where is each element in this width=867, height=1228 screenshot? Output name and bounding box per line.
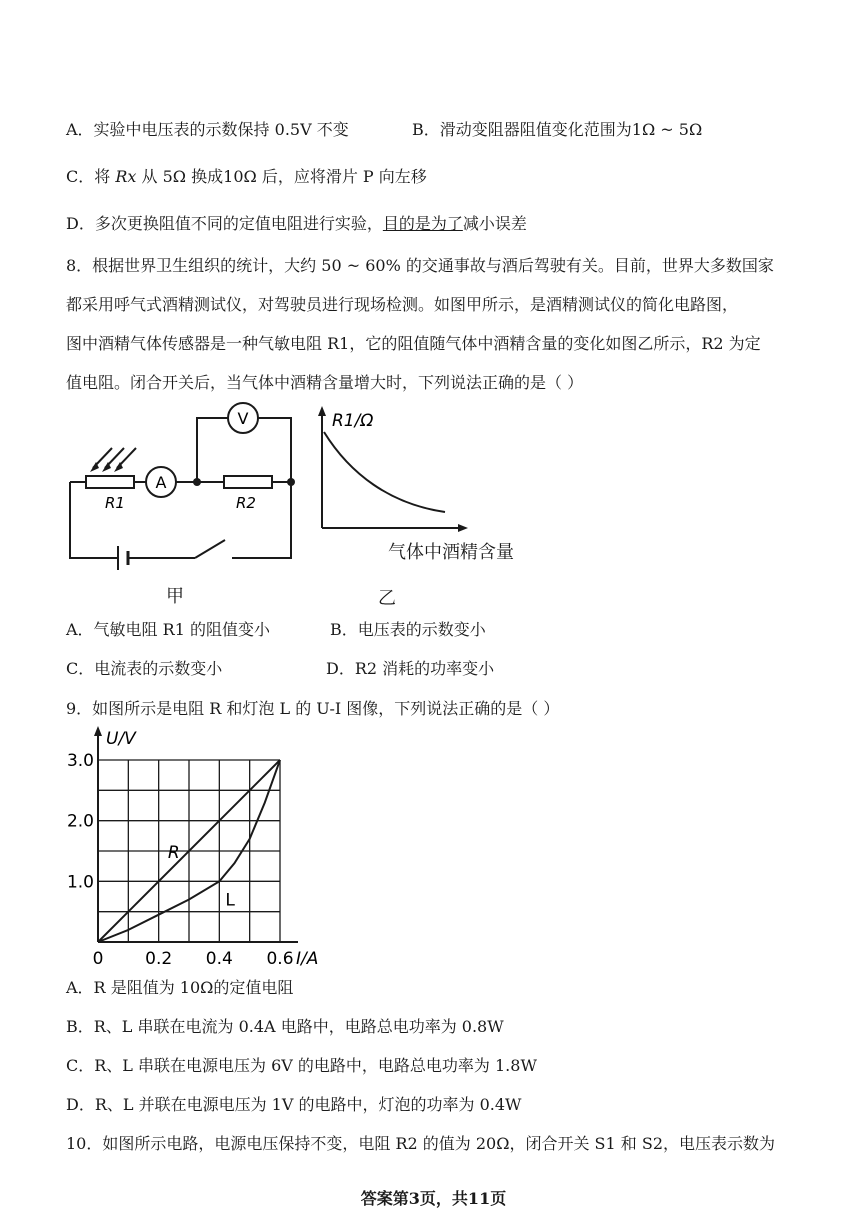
- q8-resistance-graph: [310, 404, 560, 554]
- q8-circuit-diagram: [60, 400, 310, 578]
- q9-stem: 9．如图所示是电阻 R 和灯泡 L 的 U-I 图像，下列说法正确的是（ ）: [66, 699, 560, 718]
- q7-option-d: [66, 211, 527, 234]
- q8-stem-line-3: 图中酒精气体传感器是一种气敏电阻 R1，它的阻值随气体中酒精含量的变化如图乙所示，R2 为定: [66, 334, 761, 353]
- series-label-L: L: [225, 890, 235, 911]
- q9-option-a: A．R 是阻值为 10Ω的定值电阻: [66, 978, 294, 997]
- ammeter-label: A: [155, 473, 167, 492]
- q8-stem-line-4: 值电阻。闭合开关后，当气体中酒精含量增大时，下列说法正确的是（ ）: [66, 373, 584, 392]
- chart-y-tick-label: 1.0: [66, 872, 94, 893]
- r2-resistor: [224, 476, 272, 488]
- chart-x-tick-label: 0.6: [266, 949, 294, 969]
- page-footer: 答案第3页，共11页: [360, 1189, 507, 1208]
- q7-option-c: [66, 164, 427, 187]
- q7-option-c-post: 从 5Ω 换成10Ω 后，应将滑片 P 向左移: [141, 167, 427, 186]
- graph-caption: 乙: [378, 588, 396, 609]
- q7-option-c-var: Rx: [115, 167, 137, 186]
- r1-label: R1: [105, 494, 125, 512]
- r1-curve: [324, 432, 445, 512]
- q9-ui-chart: [60, 724, 350, 974]
- junction-dot-right: [287, 478, 295, 486]
- r1-resistor: [86, 476, 134, 488]
- chart-y-arrow: [94, 726, 102, 736]
- q8-option-a: A．气敏电阻 R1 的阻值变小: [66, 620, 270, 639]
- q7-option-b: B．滑动变阻器阻值变化范围为1Ω ~ 5Ω: [412, 120, 703, 139]
- q7-option-a: A．实验中电压表的示数保持 0.5V 不变: [66, 120, 349, 139]
- q9-option-c: C．R、L 串联在电源电压为 6V 的电路中，电路总电功率为 1.8W: [66, 1056, 537, 1075]
- q8-stem-line-2: 都采用呼气式酒精测试仪，对驾驶员进行现场检测。如图甲所示，是酒精测试仪的简化电路图，: [66, 295, 739, 314]
- q7-option-d-pre: D．多次更换阻值不同的定值电阻进行实验，: [66, 214, 383, 233]
- circuit-caption: 甲: [166, 586, 184, 607]
- voltmeter-label: V: [237, 409, 249, 428]
- chart-y-tick-label: 2.0: [66, 811, 94, 832]
- chart-x-tick-label: 0.2: [145, 949, 173, 969]
- q8-option-c: C．电流表的示数变小: [66, 659, 223, 678]
- graph-x-label: 气体中酒精含量: [388, 542, 514, 563]
- series-label-R: R: [167, 843, 180, 864]
- chart-y-label: U/V: [106, 729, 136, 749]
- chart-axes: [94, 726, 318, 969]
- chart-y-tick-label: 3.0: [66, 751, 94, 771]
- graph-y-label: R1/Ω: [332, 411, 374, 431]
- junction-dot-left: [193, 478, 201, 486]
- q7-option-d-post: 减小误差: [462, 214, 527, 233]
- chart-x-tick-label: 0.4: [205, 949, 233, 969]
- chart-x-label: I/A: [296, 949, 319, 969]
- q8-option-b: B．电压表的示数变小: [330, 620, 486, 639]
- switch-blade: [195, 540, 225, 558]
- q8-stem-line-1: 8．根据世界卫生组织的统计，大约 50 ~ 60% 的交通事故与酒后驾驶有关。目前，世界大多数国家: [66, 256, 774, 275]
- q9-option-d: D．R、L 并联在电源电压为 1V 的电路中，灯泡的功率为 0.4W: [66, 1095, 522, 1114]
- q9-option-b: B．R、L 串联在电流为 0.4A 电路中，电路总电功率为 0.8W: [66, 1017, 504, 1036]
- r2-label: R2: [236, 494, 256, 512]
- q8-option-d: D．R2 消耗的功率变小: [326, 659, 495, 678]
- q7-option-c-pre: C．将: [66, 167, 111, 186]
- q10-stem: 10．如图所示电路，电源电压保持不变，电阻 R2 的值为 20Ω，闭合开关 S1 和 S2，电压表示数为: [66, 1134, 776, 1153]
- chart-x-tick-label: 0: [92, 949, 104, 969]
- q7-option-d-underlined: 目的是为了: [382, 214, 463, 233]
